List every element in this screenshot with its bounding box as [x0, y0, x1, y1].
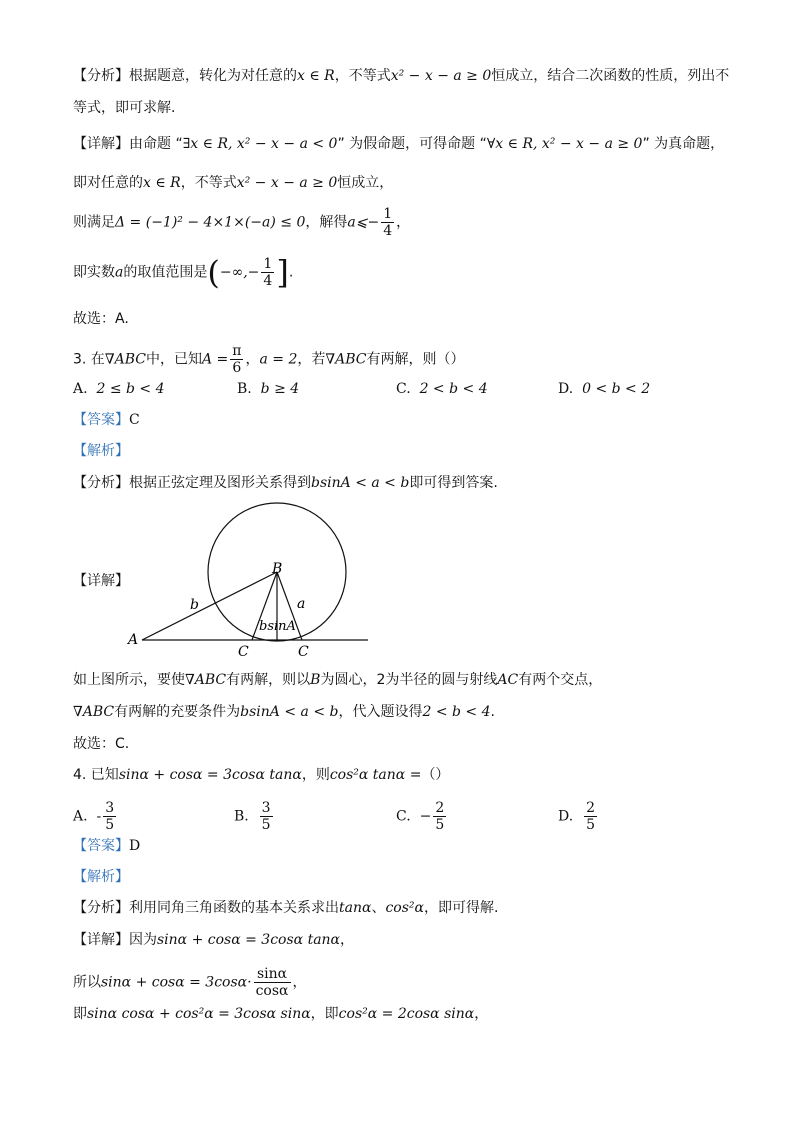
fraction: $\frac{1}{4}$	[263, 256, 273, 289]
q4-option-c[interactable]: C. − $\frac{2}{5}$	[396, 800, 445, 833]
jiexi-4: 【解析】	[73, 869, 129, 885]
analysis-4: 【分析】利用同角三角函数的基本关系求出tanα、cos²α，即可得解.	[73, 900, 499, 916]
detail-line-4: 即实数a的取值范围是(−∞,− $\frac{1}{4}$ ].	[73, 253, 294, 292]
analysis-tag: 【分析】	[73, 68, 129, 84]
label-C2: C	[298, 644, 309, 660]
fraction: $\frac{\pi}{6}$	[232, 343, 242, 376]
q4-option-d[interactable]: D. $\frac{2}{5}$	[558, 800, 596, 833]
q4-option-a[interactable]: A. - $\frac{3}{5}$	[73, 800, 115, 833]
detail-line-1: 【详解】由命题 “∃x ∈ R, x² − x − a < 0” 为假命题，可得命题 “∀x ∈ R, x² − x − a ≥ 0” 为真命题，	[73, 136, 725, 152]
fraction: $\frac{\sin\alpha}{\cos\alpha}$	[255, 966, 289, 999]
detail-line-2: 即对任意的x ∈ R，不等式x² − x − a ≥ 0恒成立，	[73, 175, 394, 191]
answer-3: 【答案】C	[73, 412, 140, 428]
fraction: $\frac{1}{4}$	[383, 206, 393, 239]
jiexi-3: 【解析】	[73, 443, 129, 459]
question-4: 4. 已知sinα + cosα = 3cosα tanα，则cos²α tanα =（）	[73, 767, 450, 783]
label-b: b	[190, 597, 199, 613]
detail-4-line-3: 即sinα cosα + cos²α = 3cosα sinα，即cos²α = 2cosα sinα，	[73, 1006, 489, 1022]
detail-3-line-1: 如上图所示，要使∇ABC有两解，则以B为圆心，2为半径的圆与射线AC有两个交点，	[73, 672, 603, 688]
detail-3-tag: 【详解】	[73, 573, 129, 589]
label-A: A	[128, 632, 139, 648]
label-C1: C	[238, 644, 249, 660]
analysis-3: 【分析】根据正弦定理及图形关系得到bsinA < a < b即可得到答案.	[73, 475, 498, 491]
question-3: 3. 在∇ABC中，已知A = $\frac{\pi}{6}$ ，a = 2，若∇ABC有两解，则（）	[73, 343, 465, 376]
choose-line-3: 故选：C.	[73, 736, 130, 752]
answer-4: 【答案】D	[73, 838, 141, 854]
q3-option-b[interactable]: B. b ≥ 4	[237, 381, 300, 397]
choose-line: 故选：A.	[73, 311, 129, 327]
detail-4-line-2: 所以sinα + cosα = 3cosα· $\frac{\sin\alpha}{\cos\alpha}$ ，	[73, 966, 307, 999]
q3-option-c[interactable]: C. 2 < b < 4	[396, 381, 488, 397]
label-a: a	[297, 596, 306, 612]
q3-option-a[interactable]: A. 2 ≤ b < 4	[73, 381, 165, 397]
detail-line-3: 则满足Δ = (−1)² − 4×1×(−a) ≤ 0，解得a⩽− $\frac{1}{4}$ ，	[73, 206, 411, 239]
side-ab	[142, 572, 277, 640]
label-height: bsinA	[259, 619, 296, 634]
triangle-circle-figure	[120, 500, 380, 665]
detail-4-line-1: 【详解】因为sinα + cosα = 3cosα tanα，	[73, 932, 355, 948]
q3-option-d[interactable]: D. 0 < b < 2	[558, 381, 651, 397]
analysis-line-1: 【分析】根据题意，转化为对任意的x ∈ R，不等式x² − x − a ≥ 0恒成立，结合二次函数的性质，列出不	[73, 68, 730, 84]
analysis-line-2: 等式，即可求解.	[73, 100, 176, 116]
q4-option-b[interactable]: B. $\frac{3}{5}$	[234, 800, 271, 833]
label-B: B	[272, 561, 283, 577]
detail-3-line-2: ∇ABC有两解的充要条件为bsinA < a < b，代入题设得2 < b < 4.	[73, 704, 495, 720]
